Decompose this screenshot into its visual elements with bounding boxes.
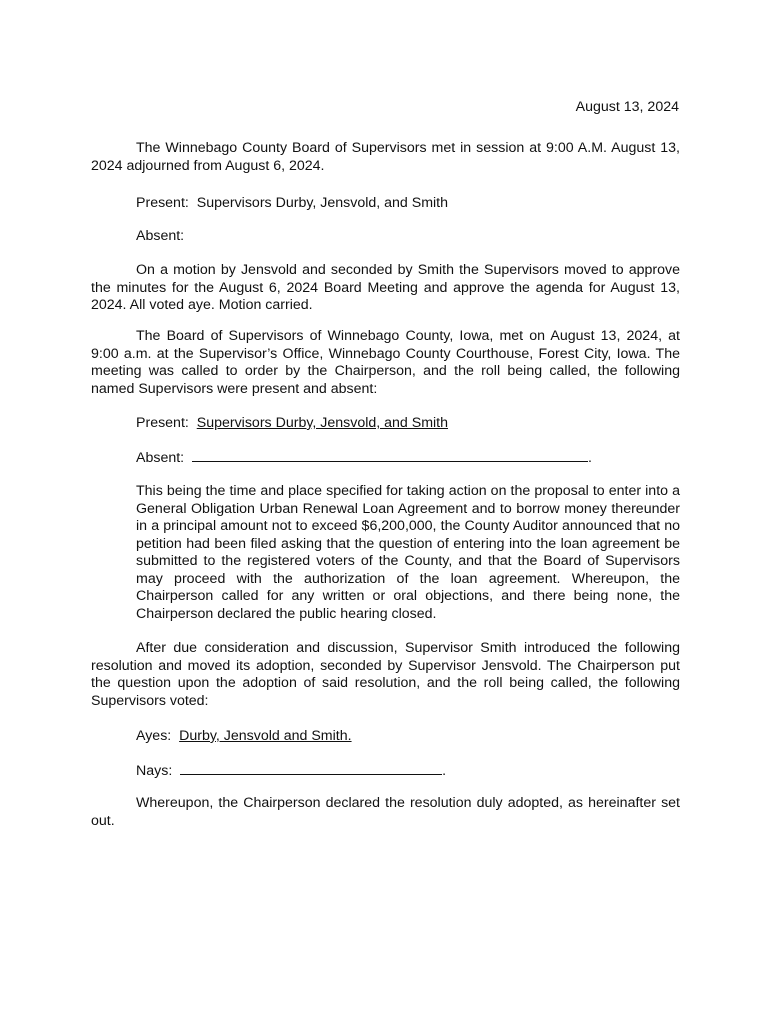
present-label-1: Present: <box>136 195 189 211</box>
ayes-value: Durby, Jensvold and Smith. <box>179 728 352 744</box>
present-line-1 <box>136 195 448 213</box>
absent-period: . <box>588 450 592 466</box>
nays-period: . <box>442 763 447 779</box>
paragraph-board-meeting: The Board of Supervisors of Winnebago County, Iowa, met on August 13, 2024, at 9:00 a.m. at the Supervisor’s Office, Winnebago County Courthouse, Forest City, Iowa. The meeting was called to order by the Chairperson, and the roll being called, the following named Supervisors were present and absent: <box>91 328 680 397</box>
paragraph-resolution-adopted: Whereupon, the Chairperson declared the resolution duly adopted, as hereinafter set out. <box>91 795 680 829</box>
present-line-2 <box>136 415 448 433</box>
nays-blank-line <box>180 762 442 775</box>
ayes-label: Ayes: <box>136 728 172 744</box>
document-date: August 13, 2024 <box>575 99 679 115</box>
nays-line <box>136 762 446 781</box>
nays-label: Nays: <box>136 763 173 779</box>
absent-label-2: Absent: <box>136 450 185 466</box>
ayes-line <box>136 728 352 746</box>
paragraph-public-hearing: This being the time and place specified for taking action on the proposal to enter into a General Obligation Urban Renewal Loan Agreement and to borrow money thereunder in a principal amount not to exceed $6,200,000, the County Auditor announced that no petition had been filed asking that the question of entering into the loan agreement be submitted to the registered voters of the County, and that the Board of Supervisors may proceed with the authorization of the loan agreement. Whereupon, the Chairperson called for any written or oral objections, and there being none, the Chairperson declared the public hearing closed. <box>136 483 680 622</box>
present-value-1: Supervisors Durby, Jensvold, and Smith <box>196 195 449 211</box>
absent-line-2 <box>136 449 592 468</box>
paragraph-minutes-motion: On a motion by Jensvold and seconded by Smith the Supervisors moved to approve the minutes for the August 6, 2024 Board Meeting and approve the agenda for August 13, 2024. All voted aye. Motion carried. <box>91 262 680 313</box>
absent-label-1: Absent: <box>136 228 185 244</box>
absent-blank-line <box>192 449 588 462</box>
present-value-2: Supervisors Durby, Jensvold, and Smith <box>196 415 449 431</box>
paragraph-resolution-introduced: After due consideration and discussion, Supervisor Smith introduced the following resolution and moved its adoption, seconded by Supervisor Jensvold. The Chairperson put the question upon the adoption of said resolution, and the roll being called, the following Supervisors voted: <box>91 640 680 709</box>
present-label-2: Present: <box>136 415 189 431</box>
paragraph-session-opening: The Winnebago County Board of Supervisors met in session at 9:00 A.M. August 13, 2024 adjourned from August 6, 2024. <box>91 140 680 174</box>
absent-line-1 <box>136 228 184 246</box>
